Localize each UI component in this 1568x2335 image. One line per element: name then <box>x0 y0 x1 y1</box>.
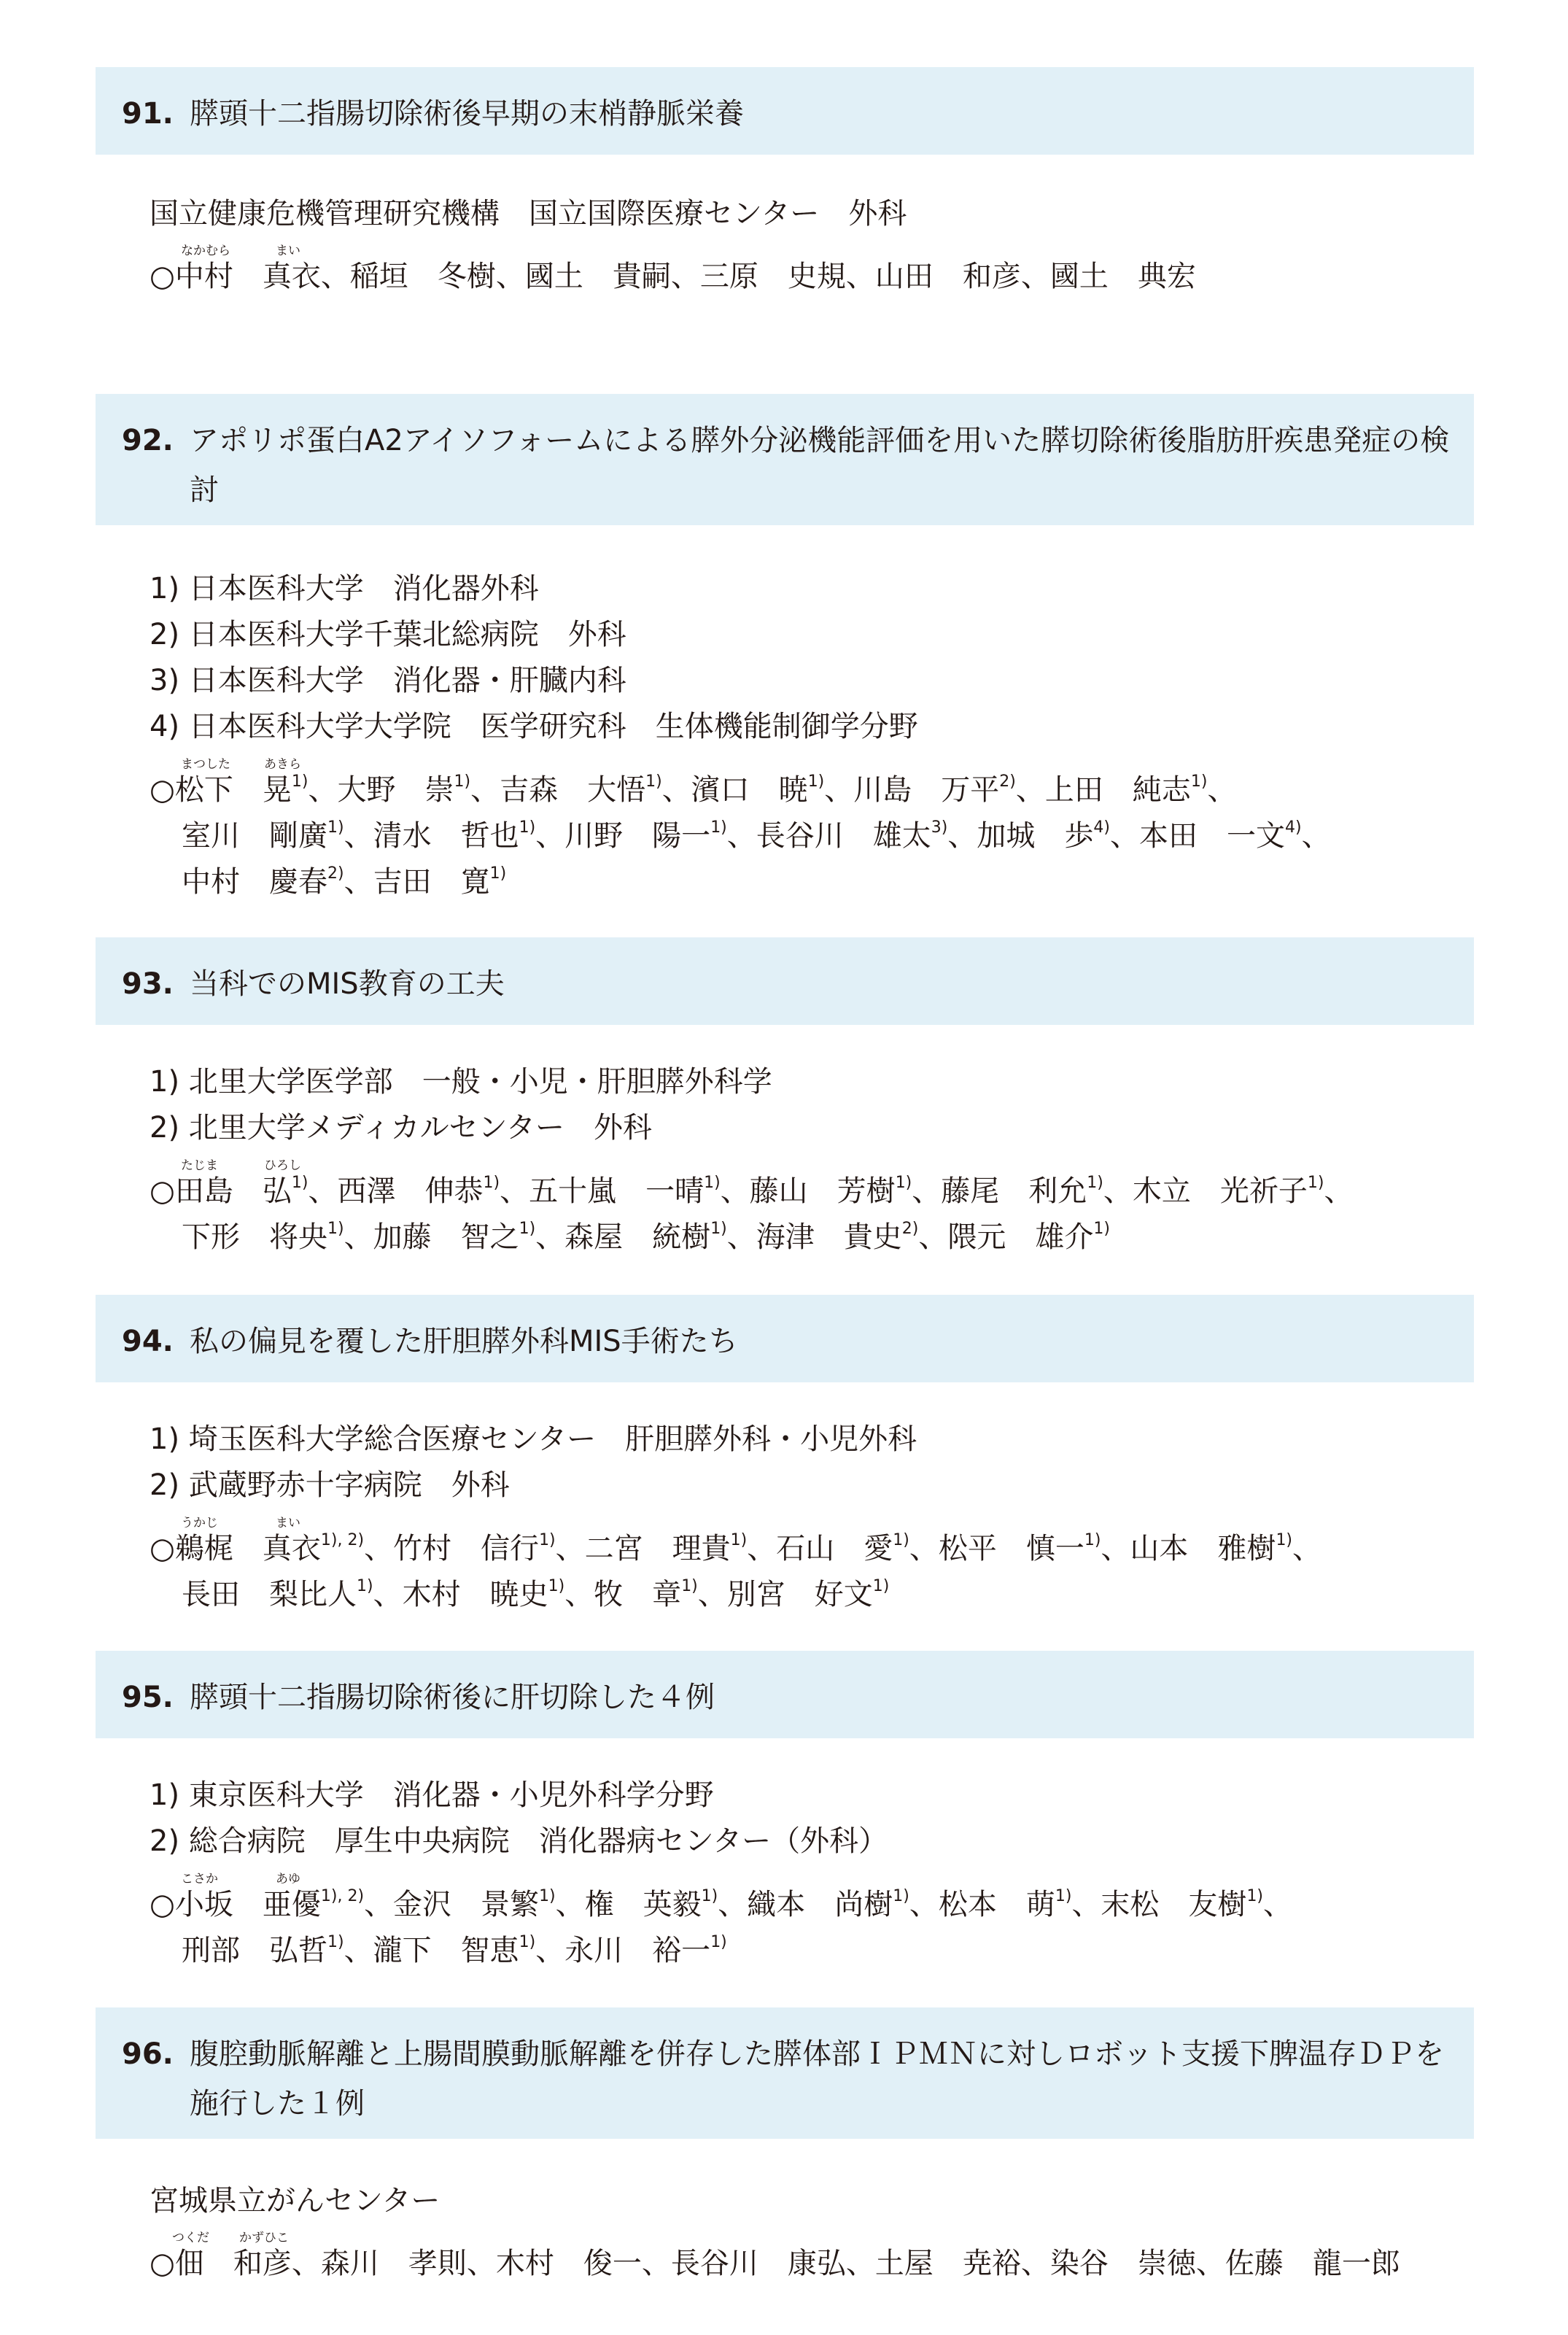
entry-title: アポリポ蛋白A2アイソフォームによる膵外分泌機能評価を用いた膵切除術後脂肪肝疾患発症の検討 <box>190 424 1450 507</box>
furigana-given: ひろし <box>264 1158 301 1173</box>
title-bar <box>96 67 1474 155</box>
author-line: 下形 将央$^{1)}$、加藤 智之$^{1)}$、森屋 統樹$^{1)}$、海津 貴史$^{2)}$、隈元 雄介$^{1)}$ <box>182 1220 1110 1254</box>
entry-number: 95. <box>122 1681 174 1714</box>
title-bar <box>96 937 1474 1025</box>
author-line: 長田 梨比人$^{1)}$、木村 暁史$^{1)}$、牧 章$^{1)}$、別宮 好文$^{1)}$ <box>182 1577 890 1611</box>
affiliation: 1) 日本医科大学 消化器外科 <box>150 572 539 605</box>
author-line: ○鵜梶 真衣$^{1), 2)}$、竹村 信行$^{1)}$、二宮 理貴$^{1)}$、石山 愛$^{1)}$、松平 慎一$^{1)}$、山本 雅樹$^{1)}$、 <box>150 1531 1322 1565</box>
entry-number: 96. <box>122 2037 174 2071</box>
affiliation: 3) 日本医科大学 消化器・肝臓内科 <box>150 664 626 697</box>
entry-number: 93. <box>122 967 174 1001</box>
furigana-surname: こさか <box>181 1872 218 1886</box>
author-line: 刑部 弘哲$^{1)}$、瀧下 智恵$^{1)}$、永川 裕一$^{1)}$ <box>182 1933 727 1967</box>
affiliation: 2) 北里大学メディカルセンター 外科 <box>150 1111 652 1145</box>
title-bar <box>96 1295 1474 1382</box>
author-list <box>150 254 1196 300</box>
title-bar <box>96 394 1474 525</box>
furigana-given: まい <box>276 1516 300 1530</box>
furigana-surname: うかじ <box>181 1516 218 1530</box>
affiliation-list <box>150 1773 888 1864</box>
furigana-surname: なかむら <box>181 244 230 258</box>
author-list <box>150 767 1331 905</box>
affiliation-list <box>150 191 907 237</box>
affiliation: 1) 東京医科大学 消化器・小児外科学分野 <box>150 1778 714 1812</box>
author-list <box>150 1169 1353 1261</box>
affiliation: 2) 武蔵野赤十字病院 外科 <box>150 1468 510 1502</box>
author-list <box>150 1526 1321 1618</box>
entry-title: 当科でのMIS教育の工夫 <box>190 967 505 1001</box>
furigana-given: かずひこ <box>239 2231 289 2245</box>
author-line: 室川 剛廣$^{1)}$、清水 哲也$^{1)}$、川野 陽一$^{1)}$、長谷川 雄太$^{3)}$、加城 歩$^{4)}$、本田 一文$^{4)}$、 <box>182 818 1331 853</box>
affiliation-list <box>150 566 918 750</box>
affiliation-list <box>150 1417 917 1509</box>
title-bar <box>96 2007 1474 2139</box>
author-list <box>150 2241 1400 2287</box>
entry-title: 私の偏見を覆した肝胆膵外科MIS手術たち <box>190 1325 738 1358</box>
affiliation: 2) 総合病院 厚生中央病院 消化器病センター（外科） <box>150 1824 888 1858</box>
furigana-surname: たじま <box>181 1158 218 1173</box>
affiliation: 4) 日本医科大学大学院 医学研究科 生体機能制御学分野 <box>150 710 918 743</box>
entry-title: 膵頭十二指腸切除術後早期の末梢静脈栄養 <box>190 97 744 131</box>
entry-number: 91. <box>122 97 174 131</box>
affiliation-list <box>150 2178 440 2224</box>
entry-title: 膵頭十二指腸切除術後に肝切除した４例 <box>190 1681 715 1714</box>
author-list <box>150 1882 1292 1974</box>
furigana-given: まい <box>276 244 300 258</box>
author-line: ○松下 晃$^{1)}$、大野 崇$^{1)}$、吉森 大悟$^{1)}$、濱口 暁$^{1)}$、川島 万平$^{2)}$、上田 純志$^{1)}$、 <box>150 772 1237 807</box>
affiliation: 2) 日本医科大学千葉北総病院 外科 <box>150 618 626 651</box>
affiliation: 1) 北里大学医学部 一般・小児・肝胆膵外科学 <box>150 1065 772 1099</box>
furigana-surname: まつした <box>181 757 230 772</box>
affiliation: 国立健康危機管理研究機構 国立国際医療センター 外科 <box>150 197 907 231</box>
affiliation: 1) 埼玉医科大学総合医療センター 肝胆膵外科・小児外科 <box>150 1422 917 1456</box>
entry-number: 94. <box>122 1325 174 1358</box>
author-line: ○佃 和彦、森川 孝則、木村 俊一、長谷川 康弘、土屋 尭裕、染谷 崇徳、佐藤 龍一郎 <box>150 2247 1400 2280</box>
author-line: 中村 慶春$^{2)}$、吉田 寛$^{1)}$ <box>182 864 507 899</box>
title-bar <box>96 1651 1474 1738</box>
author-line: ○田島 弘$^{1)}$、西澤 伸恭$^{1)}$、五十嵐 一晴$^{1)}$、藤山 芳樹$^{1)}$、藤尾 利允$^{1)}$、木立 光祈子$^{1)}$、 <box>150 1174 1354 1208</box>
affiliation: 宮城県立がんセンター <box>150 2184 440 2218</box>
entry-number: 92. <box>122 424 174 457</box>
entry-title: 腹腔動脈解離と上腸間膜動脈解離を併存した膵体部ＩＰＭＮに対しロボット支援下脾温存ＤＰを施行した１例 <box>190 2037 1444 2121</box>
furigana-given: あきら <box>264 757 301 772</box>
furigana-surname: つくだ <box>172 2231 209 2245</box>
affiliation-list <box>150 1059 772 1151</box>
author-line: ○小坂 亜優$^{1), 2)}$、金沢 景繁$^{1)}$、権 英毅$^{1)}$、織本 尚樹$^{1)}$、松本 萌$^{1)}$、末松 友樹$^{1)}$、 <box>150 1887 1293 1921</box>
author-line: ○中村 真衣、稲垣 冬樹、國土 貴嗣、三原 史規、山田 和彦、國土 典宏 <box>150 260 1196 293</box>
furigana-given: あゆ <box>276 1872 300 1886</box>
